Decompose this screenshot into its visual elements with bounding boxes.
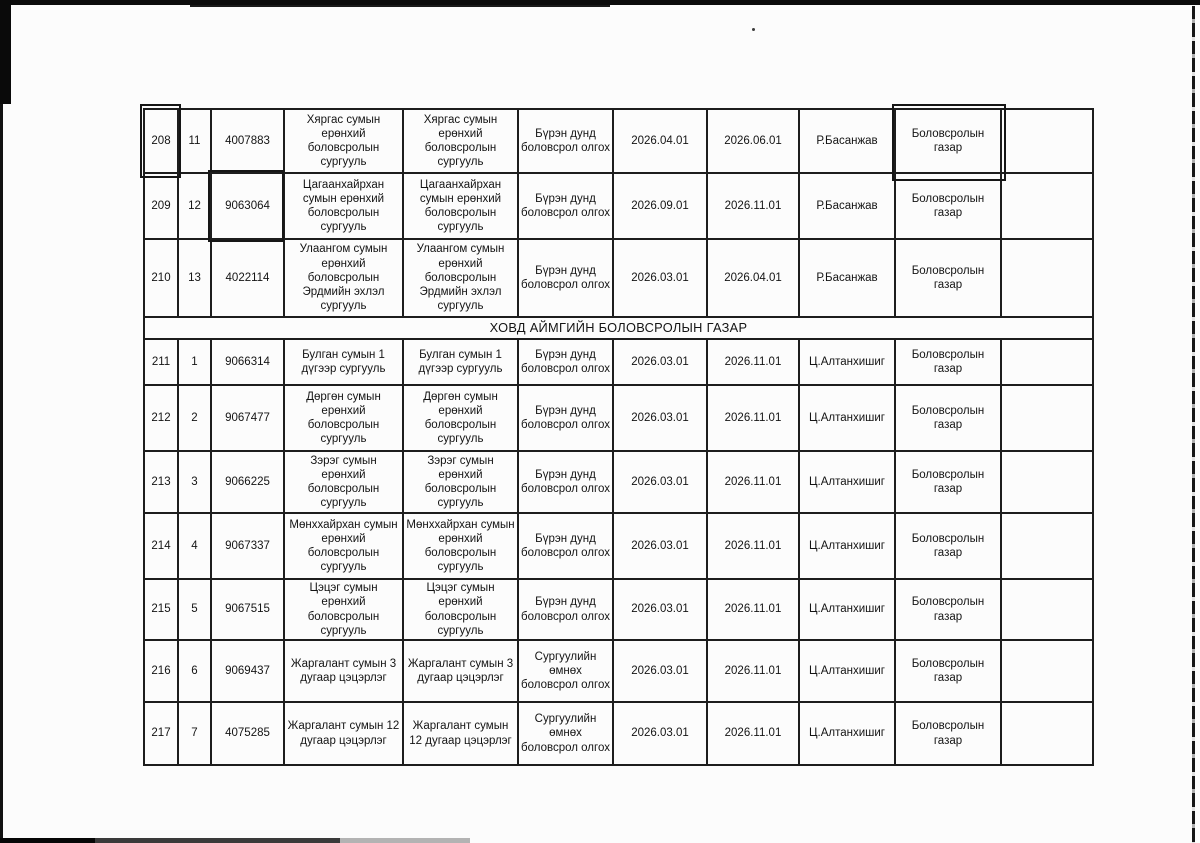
cell-org: Боловсролын газар xyxy=(895,640,1001,702)
table-row xyxy=(144,702,1093,765)
cell-name2: Жаргалант сумын 3 дугаар цэцэрлэг xyxy=(403,640,518,702)
cell-no: 209 xyxy=(144,173,178,239)
cell-org: Боловсролын газар xyxy=(895,702,1001,765)
page-edge-right xyxy=(1192,6,1195,843)
cell-name1: Жаргалант сумын 12 дугаар цэцэрлэг xyxy=(284,702,403,765)
cell-no: 213 xyxy=(144,451,178,513)
cell-officer: Ц.Алтанхишиг xyxy=(799,339,895,385)
table-row xyxy=(144,239,1093,317)
scan-speck xyxy=(752,28,755,31)
cell-date-end: 2026.11.01 xyxy=(707,339,799,385)
cell-date-start: 2026.03.01 xyxy=(613,385,707,451)
cell-no: 212 xyxy=(144,385,178,451)
page-edge-top-thick xyxy=(190,5,610,7)
cell-org: Боловсролын газар xyxy=(895,173,1001,239)
cell-date-end: 2026.11.01 xyxy=(707,173,799,239)
cell-extra xyxy=(1001,385,1093,451)
cell-name1: Булган сумын 1 дүгээр сургууль xyxy=(284,339,403,385)
cell-extra xyxy=(1001,513,1093,579)
cell-date-start: 2026.03.01 xyxy=(613,513,707,579)
cell-level: Бүрэн дунд боловсрол олгох xyxy=(518,109,613,173)
cell-org: Боловсролын газар xyxy=(895,579,1001,640)
cell-level: Бүрэн дунд боловсрол олгох xyxy=(518,339,613,385)
cell-officer: Ц.Алтанхишиг xyxy=(799,451,895,513)
cell-name2: Цагаанхайрхан сумын ерөнхий боловсролын сургууль xyxy=(403,173,518,239)
cell-sub-no: 13 xyxy=(178,239,211,317)
cell-name1: Мөнххайрхан сумын ерөнхий боловсролын сургууль xyxy=(284,513,403,579)
cell-org: Боловсролын газар xyxy=(895,385,1001,451)
cell-officer: Р.Басанжав xyxy=(799,173,895,239)
cell-extra xyxy=(1001,239,1093,317)
cell-no: 214 xyxy=(144,513,178,579)
cell-officer: Р.Басанжав xyxy=(799,109,895,173)
cell-date-end: 2026.11.01 xyxy=(707,513,799,579)
cell-name2: Хяргас сумын ерөнхий боловсролын сургууль xyxy=(403,109,518,173)
cell-date-end: 2026.11.01 xyxy=(707,579,799,640)
cell-sub-no: 11 xyxy=(178,109,211,173)
cell-level: Сургуулийн өмнөх боловсрол олгох xyxy=(518,702,613,765)
cell-date-start: 2026.03.01 xyxy=(613,339,707,385)
cell-reg-id: 9067337 xyxy=(211,513,284,579)
cell-date-start: 2026.03.01 xyxy=(613,239,707,317)
table-row xyxy=(144,513,1093,579)
cell-officer: Ц.Алтанхишиг xyxy=(799,702,895,765)
cell-extra xyxy=(1001,640,1093,702)
section-header-row xyxy=(144,317,1093,339)
cell-no: 215 xyxy=(144,579,178,640)
cell-date-end: 2026.11.01 xyxy=(707,702,799,765)
cell-no: 210 xyxy=(144,239,178,317)
page-edge-left-thick xyxy=(0,0,11,104)
cell-name2: Мөнххайрхан сумын ерөнхий боловсролын сургууль xyxy=(403,513,518,579)
cell-name1: Зэрэг сумын ерөнхий боловсролын сургууль xyxy=(284,451,403,513)
cell-level: Бүрэн дунд боловсрол олгох xyxy=(518,579,613,640)
cell-reg-id: 9066225 xyxy=(211,451,284,513)
table-row xyxy=(144,339,1093,385)
cell-no: 216 xyxy=(144,640,178,702)
cell-date-end: 2026.11.01 xyxy=(707,385,799,451)
cell-name1: Хяргас сумын ерөнхий боловсролын сургууль xyxy=(284,109,403,173)
cell-date-start: 2026.03.01 xyxy=(613,579,707,640)
section-header: ХОВД АЙМГИЙН БОЛОВСРОЛЫН ГАЗАР xyxy=(144,317,1093,339)
cell-level: Бүрэн дунд боловсрол олгох xyxy=(518,451,613,513)
cell-level: Бүрэн дунд боловсрол олгох xyxy=(518,385,613,451)
cell-date-end: 2026.04.01 xyxy=(707,239,799,317)
cell-extra xyxy=(1001,339,1093,385)
cell-extra xyxy=(1001,173,1093,239)
cell-officer: Р.Басанжав xyxy=(799,239,895,317)
cell-extra xyxy=(1001,109,1093,173)
cell-extra xyxy=(1001,702,1093,765)
cell-reg-id: 9063064 xyxy=(211,173,284,239)
cell-name2: Зэрэг сумын ерөнхий боловсролын сургууль xyxy=(403,451,518,513)
cell-date-end: 2026.06.01 xyxy=(707,109,799,173)
cell-name1: Улаангом сумын ерөнхий боловсролын Эрдмийн эхлэл сургууль xyxy=(284,239,403,317)
cell-reg-id: 4075285 xyxy=(211,702,284,765)
cell-name1: Дөргөн сумын ерөнхий боловсролын сургууль xyxy=(284,385,403,451)
cell-sub-no: 12 xyxy=(178,173,211,239)
cell-sub-no: 7 xyxy=(178,702,211,765)
license-table xyxy=(143,108,1094,766)
cell-sub-no: 1 xyxy=(178,339,211,385)
cell-officer: Ц.Алтанхишиг xyxy=(799,579,895,640)
cell-no: 208 xyxy=(144,109,178,173)
cell-extra xyxy=(1001,579,1093,640)
cell-no: 217 xyxy=(144,702,178,765)
cell-name2: Булган сумын 1 дүгээр сургууль xyxy=(403,339,518,385)
cell-date-start: 2026.03.01 xyxy=(613,451,707,513)
cell-level: Бүрэн дунд боловсрол олгох xyxy=(518,173,613,239)
table-row xyxy=(144,385,1093,451)
cell-date-start: 2026.03.01 xyxy=(613,702,707,765)
table-row xyxy=(144,579,1093,640)
cell-name1: Жаргалант сумын 3 дугаар цэцэрлэг xyxy=(284,640,403,702)
cell-org: Боловсролын газар xyxy=(895,451,1001,513)
cell-name2: Улаангом сумын ерөнхий боловсролын Эрдмийн эхлэл сургууль xyxy=(403,239,518,317)
cell-reg-id: 9066314 xyxy=(211,339,284,385)
page-edge-left xyxy=(0,0,3,843)
cell-date-start: 2026.03.01 xyxy=(613,640,707,702)
cell-sub-no: 4 xyxy=(178,513,211,579)
cell-reg-id: 9069437 xyxy=(211,640,284,702)
cell-date-end: 2026.11.01 xyxy=(707,451,799,513)
cell-reg-id: 9067515 xyxy=(211,579,284,640)
page-edge-bottom xyxy=(0,838,560,843)
table-row xyxy=(144,173,1093,239)
license-table-wrap xyxy=(143,108,1092,766)
cell-name1: Цэцэг сумын ерөнхий боловсролын сургууль xyxy=(284,579,403,640)
cell-no: 211 xyxy=(144,339,178,385)
cell-reg-id: 4007883 xyxy=(211,109,284,173)
cell-name1: Цагаанхайрхан сумын ерөнхий боловсролын сургууль xyxy=(284,173,403,239)
cell-name2: Цэцэг сумын ерөнхий боловсролын сургууль xyxy=(403,579,518,640)
cell-extra xyxy=(1001,451,1093,513)
cell-date-start: 2026.09.01 xyxy=(613,173,707,239)
cell-reg-id: 4022114 xyxy=(211,239,284,317)
cell-level: Бүрэн дунд боловсрол олгох xyxy=(518,513,613,579)
cell-date-end: 2026.11.01 xyxy=(707,640,799,702)
cell-org: Боловсролын газар xyxy=(895,339,1001,385)
cell-officer: Ц.Алтанхишиг xyxy=(799,513,895,579)
cell-sub-no: 2 xyxy=(178,385,211,451)
table-row xyxy=(144,640,1093,702)
cell-officer: Ц.Алтанхишиг xyxy=(799,640,895,702)
cell-level: Сургуулийн өмнөх боловсрол олгох xyxy=(518,640,613,702)
cell-officer: Ц.Алтанхишиг xyxy=(799,385,895,451)
cell-level: Бүрэн дунд боловсрол олгох xyxy=(518,239,613,317)
cell-name2: Жаргалант сумын 12 дугаар цэцэрлэг xyxy=(403,702,518,765)
cell-reg-id: 9067477 xyxy=(211,385,284,451)
table-row xyxy=(144,451,1093,513)
table-row xyxy=(144,109,1093,173)
cell-org: Боловсролын газар xyxy=(895,109,1001,173)
cell-date-start: 2026.04.01 xyxy=(613,109,707,173)
cell-sub-no: 3 xyxy=(178,451,211,513)
cell-org: Боловсролын газар xyxy=(895,513,1001,579)
cell-org: Боловсролын газар xyxy=(895,239,1001,317)
cell-sub-no: 5 xyxy=(178,579,211,640)
cell-sub-no: 6 xyxy=(178,640,211,702)
cell-name2: Дөргөн сумын ерөнхий боловсролын сургууль xyxy=(403,385,518,451)
